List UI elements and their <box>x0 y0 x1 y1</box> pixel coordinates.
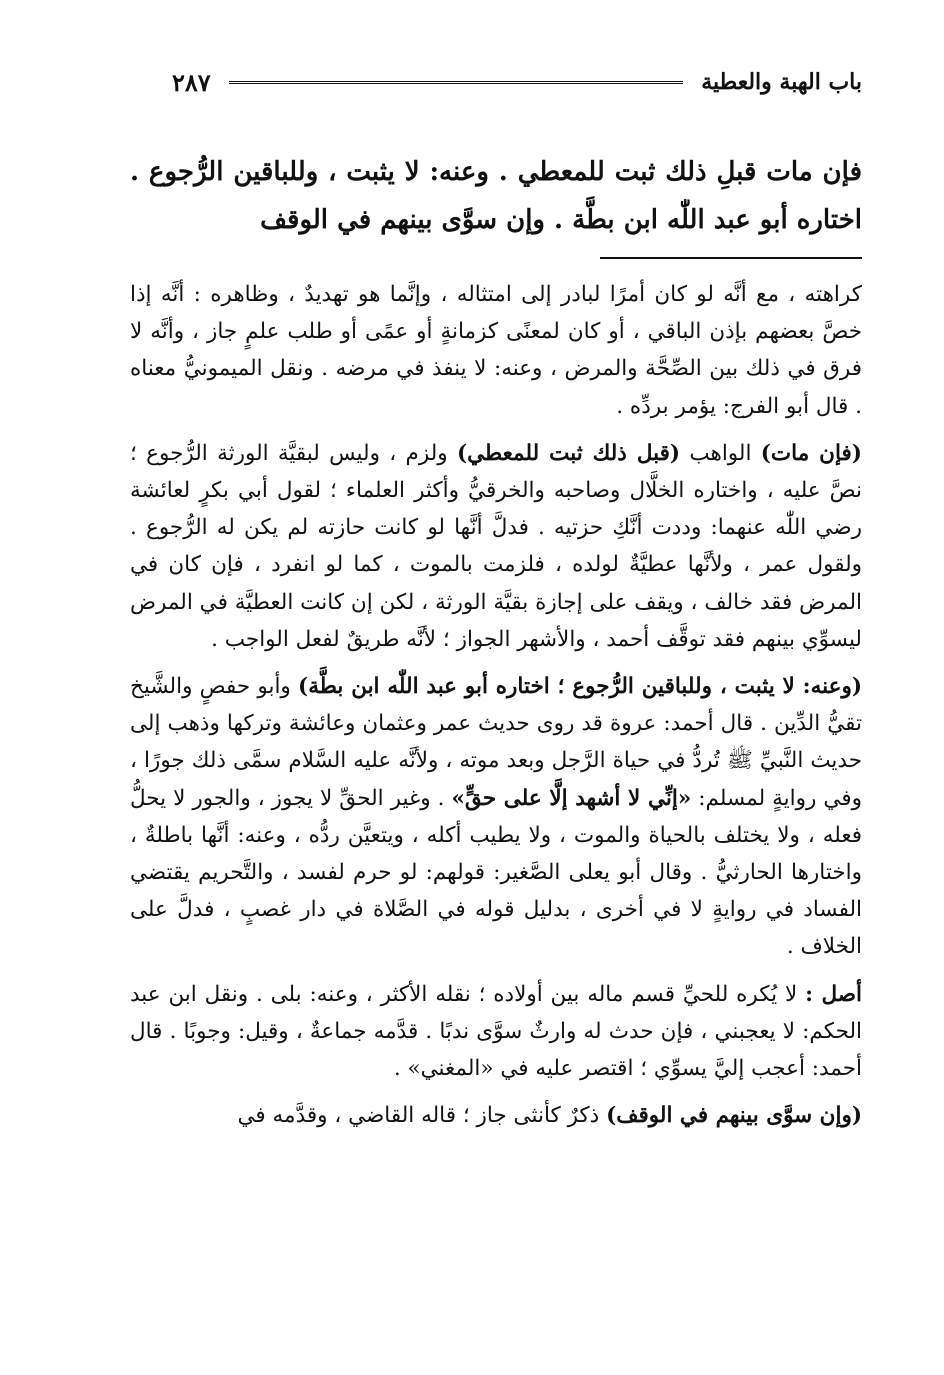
commentary-paragraph-1: كراهته ، مع أنَّه لو كان أمرًا لبادر إلى امتثاله ، وإنَّما هو تهديدٌ ، وظاهره : أنَّه إذا خصَّ بعضهم بإذن الباقي ، أو كان لمعنًى كزمانةٍ أو عمًى أو طلب علمٍ جاز ، وأنَّه لا فرق في ذلك بين الصِّحَّة والمرض ، وعنه: لا ينفذ في مرضه . ونقل الميمونيُّ معناه . قال أبو الفرج: يؤمر بردِّه . <box>130 282 862 419</box>
page-number: ٢٨٧ <box>172 67 211 97</box>
commentary-paragraph-5 <box>130 1097 862 1134</box>
paragraph-text: وأبو حفصٍ والشَّيخ تقيُّ الدِّين . قال أحمد: عروة قد روى حديث عمر وعثمان وعائشة وتركها وذهب إلى حديث النَّبيِّ ﷺ تُردُّ في حياة الرَّجل وبعد موته ، ولأنَّه عليه السَّلام سمَّى ذلك جورًا ، وفي روايةٍ لمسلم: <box>130 674 862 811</box>
hadith-quote: «إنِّي لا أشهد إلَّا على حقٍّ» <box>451 785 692 811</box>
commentary-paragraph-3 <box>130 668 862 966</box>
paragraph-text: الواهب <box>680 440 761 466</box>
header-rule <box>229 81 684 84</box>
quoted-phrase: (وعنه: لا يثبت ، وللباقين الرُّجوع ؛ اختاره أبو عبد اللّٰه ابن بطَّة) <box>298 674 862 700</box>
paragraph-text: ولزم ، وليس لبقيَّة الورثة الرُّجوع ؛ نصَّ عليه ، واختاره الخلَّال وصاحبه والخرقيُّ وأكثر العلماء ؛ لقول أبي بكرٍ لعائشة رضي اللّٰه عنهما: وددت أنَّكِ حزتيه . فدلَّ أنَّها لو كانت حازته لم يكن له الرُّجوع . ولقول عمر ، ولأنَّها عطيَّةٌ لولده ، فلزمت بالموت ، كما لو انفرد ، فإن كان في المرض فقد خالف ، ويقف على إجازة بقيَّة الورثة ، لكن إن كانت العطيَّة في المرض ليسوِّي بينهم فقد توقَّف أحمد ، والأشهر الجواز ؛ لأنَّه طريقٌ لفعل الواجب . <box>130 440 862 652</box>
chapter-title: باب الهبة والعطية <box>701 69 862 95</box>
main-text: فإن مات قبلِ ذلك ثبت للمعطي . وعنه: لا يثبت ، وللباقين الرُّجوع . اختاره أبو عبد اللّٰه ابن بطَّة . وإن سوَّى بينهم في الوقف <box>130 157 862 235</box>
paragraph-text: ذكرٌ كأنثى جاز ؛ قاله القاضي ، وقدَّمه في <box>237 1103 607 1129</box>
commentary-paragraph-2 <box>130 435 862 658</box>
paragraph-text: . وغير الحقِّ لا يجوز ، والجور لا يحلُّ فعله ، ولا يختلف بالحياة والموت ، ولا يطيب أكله ، ويتعيَّن ردُّه ، وعنه: أنَّها باطلةٌ ، واختارها الحارثيُّ . وقال أبو يعلى الصَّغير: قولهم: لو حرم لفسد ، والتَّحريم يقتضي الفساد في روايةٍ لا في أخرى ، بدليل قوله في الصَّلاة في دار غصبٍ ، فدلَّ على الخلاف . <box>130 785 862 960</box>
quoted-phrase: (فإن مات) <box>760 440 862 466</box>
commentary-paragraph-4 <box>130 976 862 1088</box>
section-label: أصل : <box>805 981 863 1007</box>
quoted-phrase: (قبل ذلك ثبت للمعطي) <box>456 440 681 466</box>
commentary <box>130 276 862 1144</box>
quoted-phrase: (وإن سوَّى بينهم في الوقف) <box>606 1103 862 1129</box>
footnote-divider <box>600 257 862 259</box>
running-header <box>172 60 862 104</box>
paragraph-text: لا يُكره للحيِّ قسم ماله بين أولاده ؛ نقله الأكثر ، وعنه: بلى . ونقل ابن عبد الحكم: لا يعجبني ، فإن حدث له وارثٌ سوَّى ندبًا . قدَّمه جماعةٌ ، وقيل: وجوبًا . قال أحمد: أعجب إليَّ يسوِّي ؛ اقتصر عليه في «المغني» . <box>130 981 862 1082</box>
